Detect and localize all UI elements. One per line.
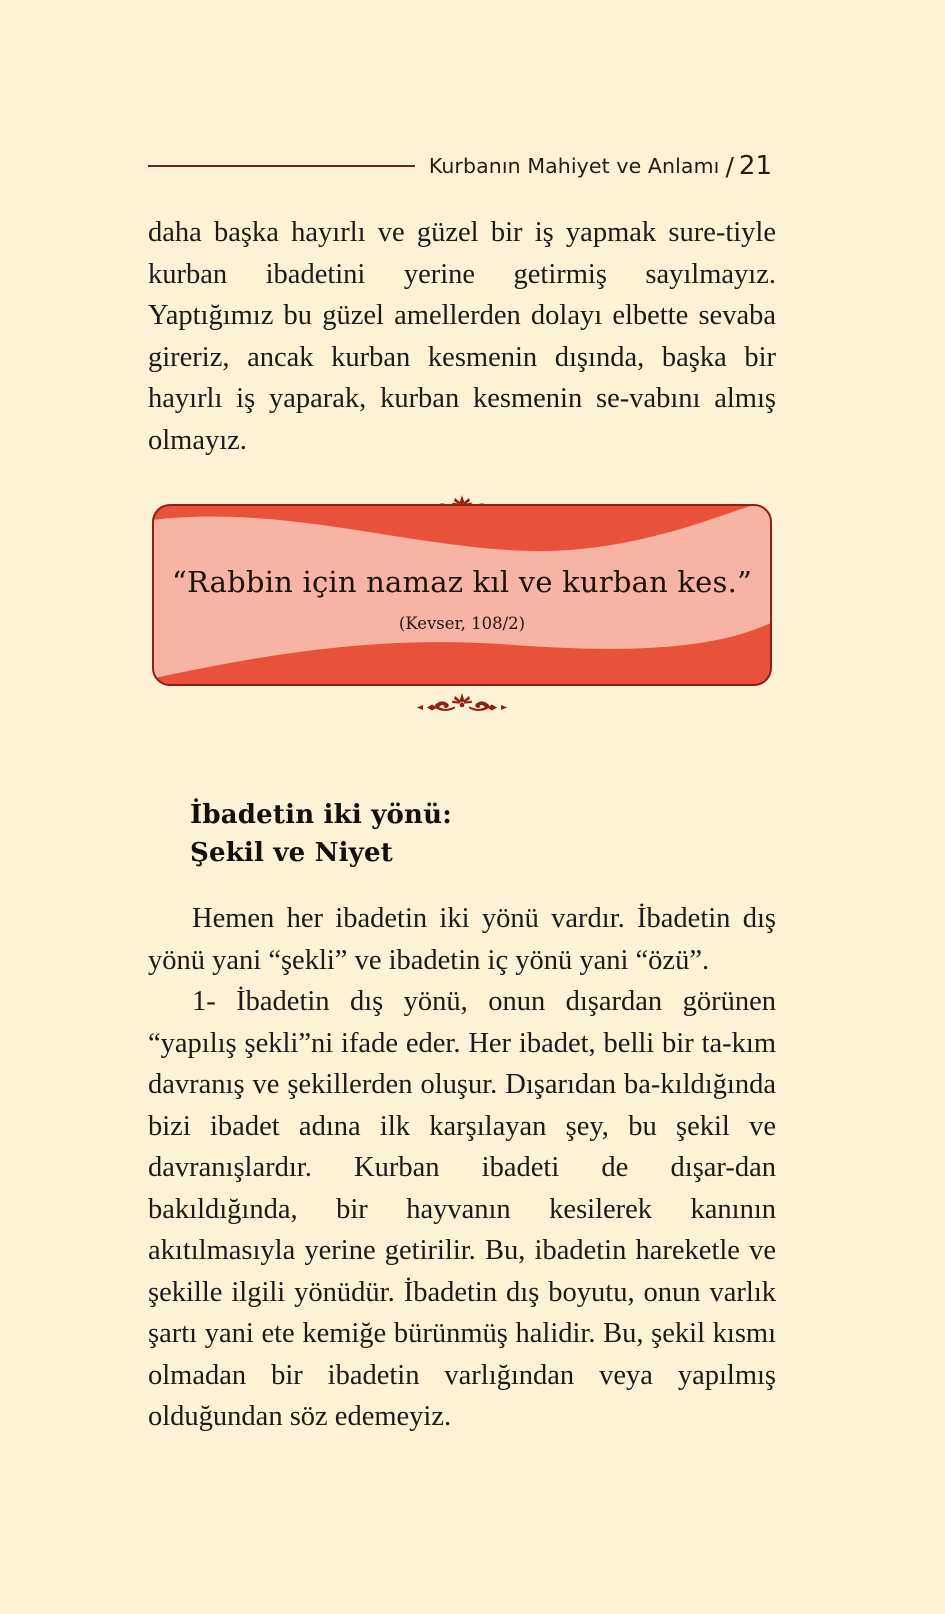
floral-divider-ornament-bottom: [377, 690, 547, 714]
section-heading-line-2: Şekil ve Niyet: [190, 838, 393, 868]
quote-text: “Rabbin için namaz kıl ve kurban kes.”: [171, 565, 753, 600]
page-number: 21: [738, 151, 772, 181]
header-title: Kurbanın Mahiyet ve Anlamı: [428, 153, 720, 178]
section-heading-line-1: İbadetin iki yönü:: [190, 800, 453, 830]
body-text-top: [148, 212, 776, 461]
quote-block: [148, 492, 776, 714]
section-heading: [190, 796, 750, 872]
quote-card: [152, 504, 772, 686]
running-header: [148, 146, 772, 186]
quote-reference: (Kevser, 108/2): [398, 613, 526, 633]
header-separator: /: [725, 151, 734, 181]
header-rule: [148, 165, 415, 167]
paragraph: daha başka hayırlı ve güzel bir iş yapmak sure-tiyle kurban ibadetini yerine getirmiş sayılmayız. Yaptığımız bu güzel amellerden dolayı elbette sevaba gireriz, ancak kurban kesmenin dışında, başka bir hayırlı iş yaparak, kurban kesmenin se-vabını almış olmayız.: [148, 217, 776, 456]
body-text-bottom: [148, 898, 776, 1438]
paragraph: Hemen her ibadetin iki yönü vardır. İbadetin dış yönü yani “şekli” ve ibadetin iç yönü yani “özü”.: [148, 903, 776, 976]
paragraph: 1- İbadetin dış yönü, onun dışardan görünen “yapılış şekli”ni ifade eder. Her ibadet, belli bir ta-kım davranış ve şekillerden oluşur. Dışarıdan ba-kıldığında bizi ibadet adına ilk karşılayan şey, bu şekil ve davranışlardır. Kurban ibadeti de dışar-dan bakıldığında, bir hayvanın kesilerek kanının akıtılmasıyla yerine getirilir. Bu, ibadetin hareketle ve şekille ilgili yönüdür. İbadetin dış boyutu, onun varlık şartı yani ete kemiğe bürünmüş halidir. Bu, şekil kısmı olmadan bir ibadetin varlığından veya yapılmış olduğundan söz edemeyiz.: [148, 986, 776, 1432]
